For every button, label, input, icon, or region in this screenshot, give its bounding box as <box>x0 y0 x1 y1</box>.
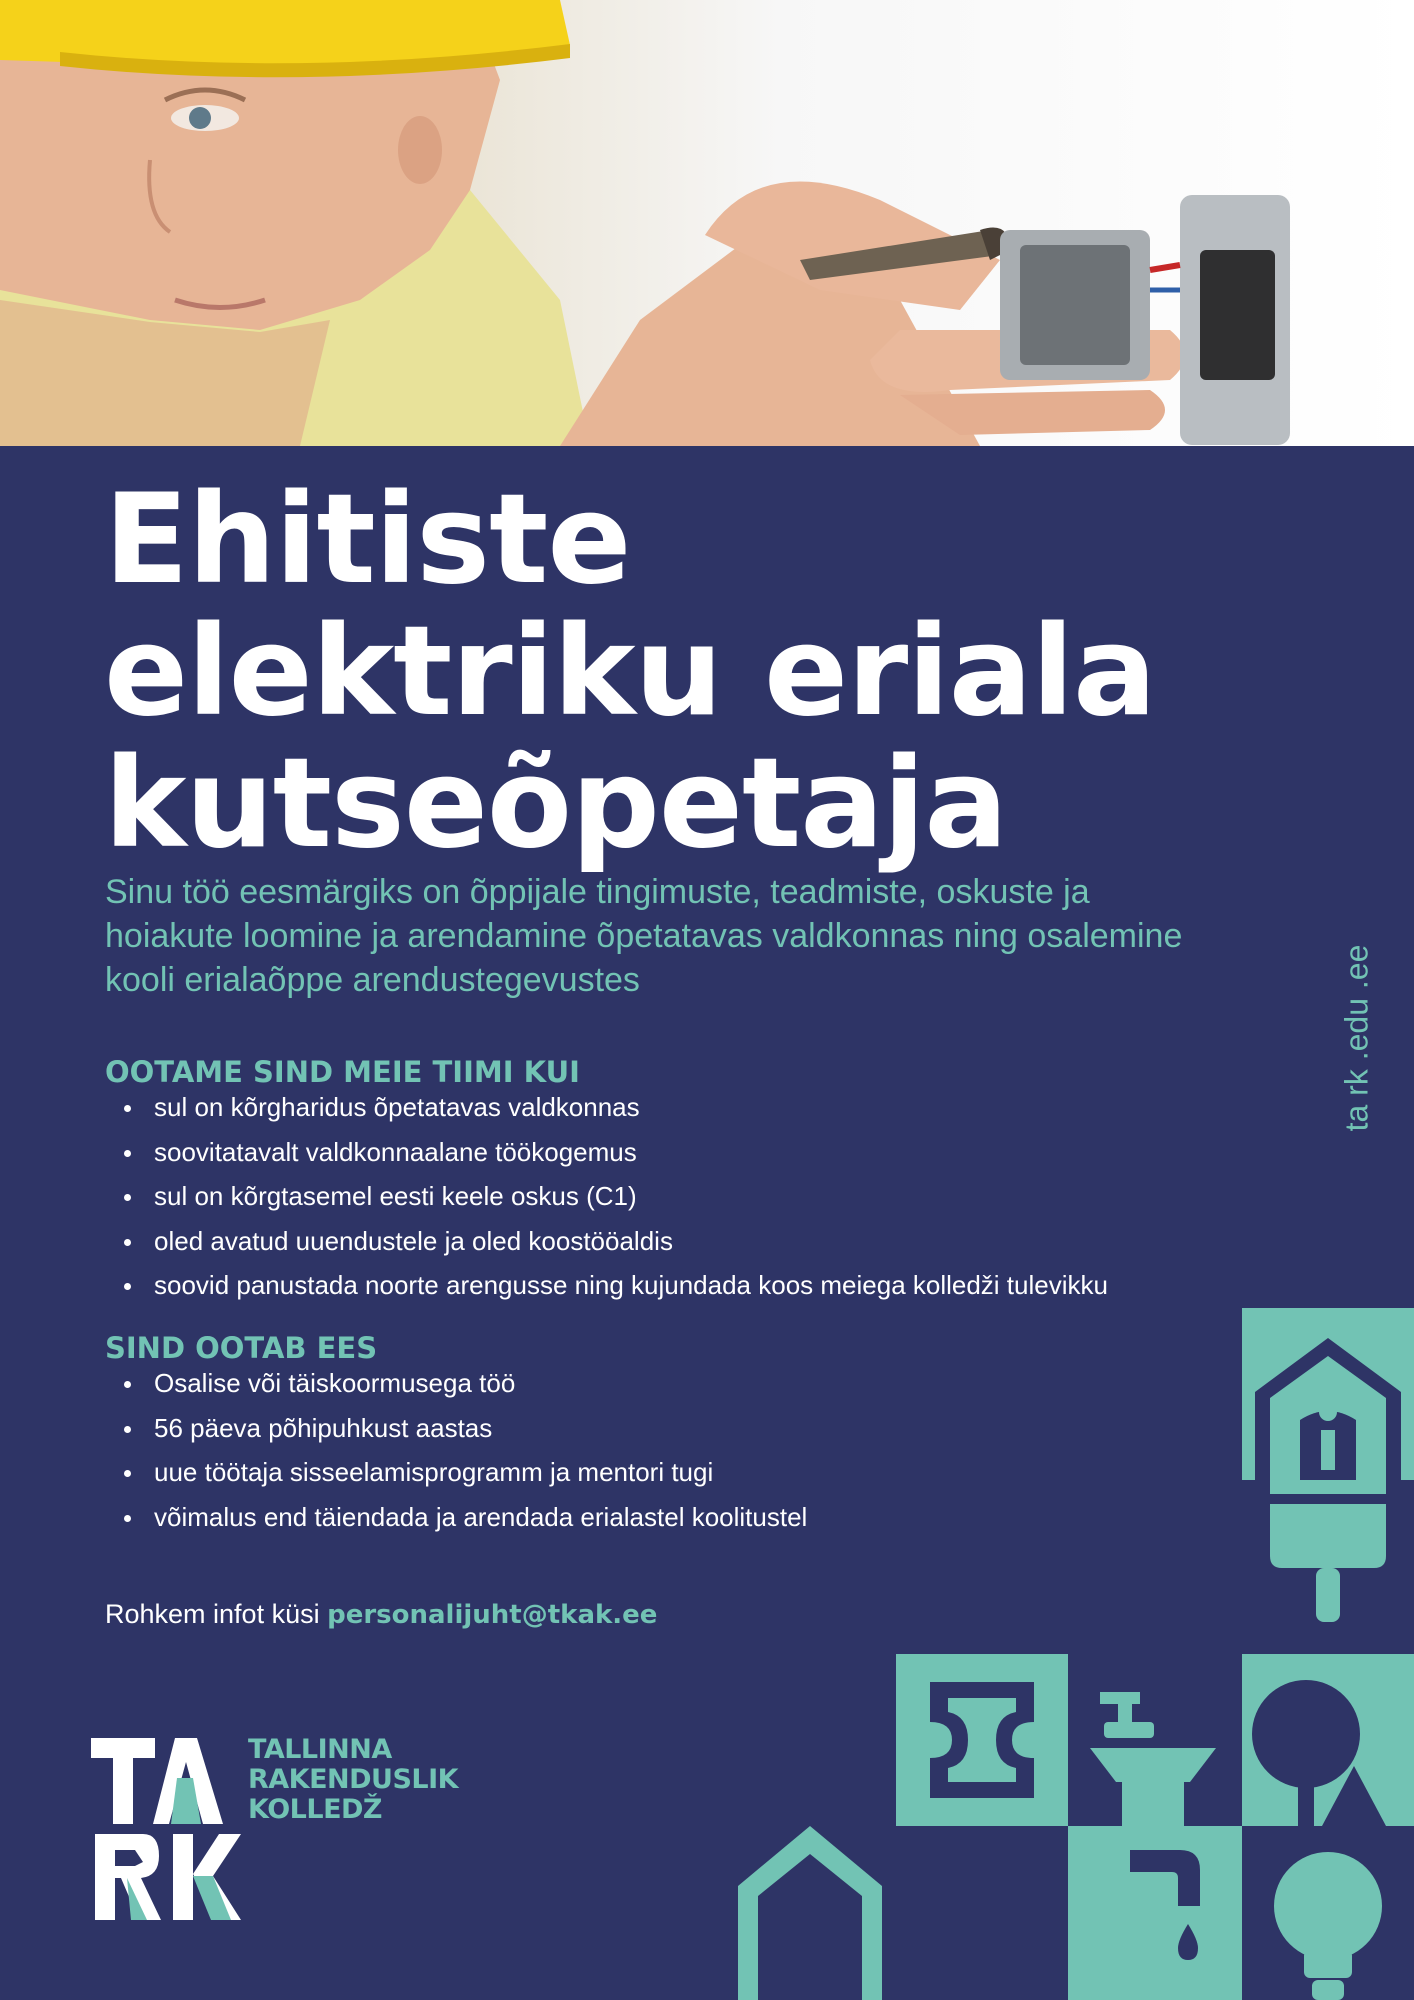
tree-icon <box>1242 1654 1414 1826</box>
job-title-line-1: Ehitiste <box>104 468 631 612</box>
header-photo <box>0 0 1414 446</box>
paint-brush-icon <box>1270 1480 1386 1622</box>
list-item: oled avatud uuendustele ja oled koostööaldis <box>105 1224 1108 1269</box>
faucet-icon <box>1068 1692 1242 2000</box>
poster-content <box>0 446 1414 2000</box>
lightbulb-icon <box>1274 1852 1382 2000</box>
house-info-icon <box>1242 1308 1414 1480</box>
college-name-line-3: KOLLEDŽ <box>248 1794 383 1825</box>
house-outline-icon <box>738 1826 882 2000</box>
website-url[interactable]: ta rk .edu .ee <box>1338 944 1375 1132</box>
college-name-line-1: TALLINNA <box>248 1734 392 1765</box>
electrician-illustration <box>0 0 1414 446</box>
job-description: Sinu töö eesmärgiks on õppijale tingimuste, teadmiste, oskuste ja hoiakute loomine ja arendamine õpetatavas valdkonnas ning osalemine kooli erialaõppe arendustegevustes <box>105 873 1183 999</box>
college-name-line-2: RAKENDUSLIK <box>248 1764 459 1795</box>
contact-prefix: Rohkem infot küsi <box>105 1599 328 1629</box>
list-item: soovid panustada noorte arengusse ning kujundada koos meiega kolledži tulevikku <box>105 1268 1108 1313</box>
decorative-icons <box>0 446 1414 2000</box>
job-title-line-2: elektriku eriala <box>104 600 1156 744</box>
job-title-line-3: kutseõpetaja <box>104 732 1008 876</box>
list-item: sul on kõrgharidus õpetatavas valdkonnas <box>105 1090 1108 1135</box>
socket-icon <box>896 1654 1068 1826</box>
contact-email-link[interactable]: personalijuht@tkak.ee <box>327 1600 658 1630</box>
list-item: sul on kõrgtasemel eesti keele oskus (C1) <box>105 1179 1108 1224</box>
list-item: 56 päeva põhipuhkust aastas <box>105 1411 807 1456</box>
list-item: uue töötaja sisseelamisprogramm ja mentori tugi <box>105 1455 807 1500</box>
list-item: Osalise või täiskoormusega töö <box>105 1366 807 1411</box>
list-item: võimalus end täiendada ja arendada erialastel koolitustel <box>105 1500 807 1545</box>
list-item: soovitatavalt valdkonnaalane töökogemus <box>105 1135 1108 1180</box>
requirements-heading: OOTAME SIND MEIE TIIMI KUI <box>105 1055 580 1089</box>
benefits-heading: SIND OOTAB EES <box>105 1331 378 1365</box>
